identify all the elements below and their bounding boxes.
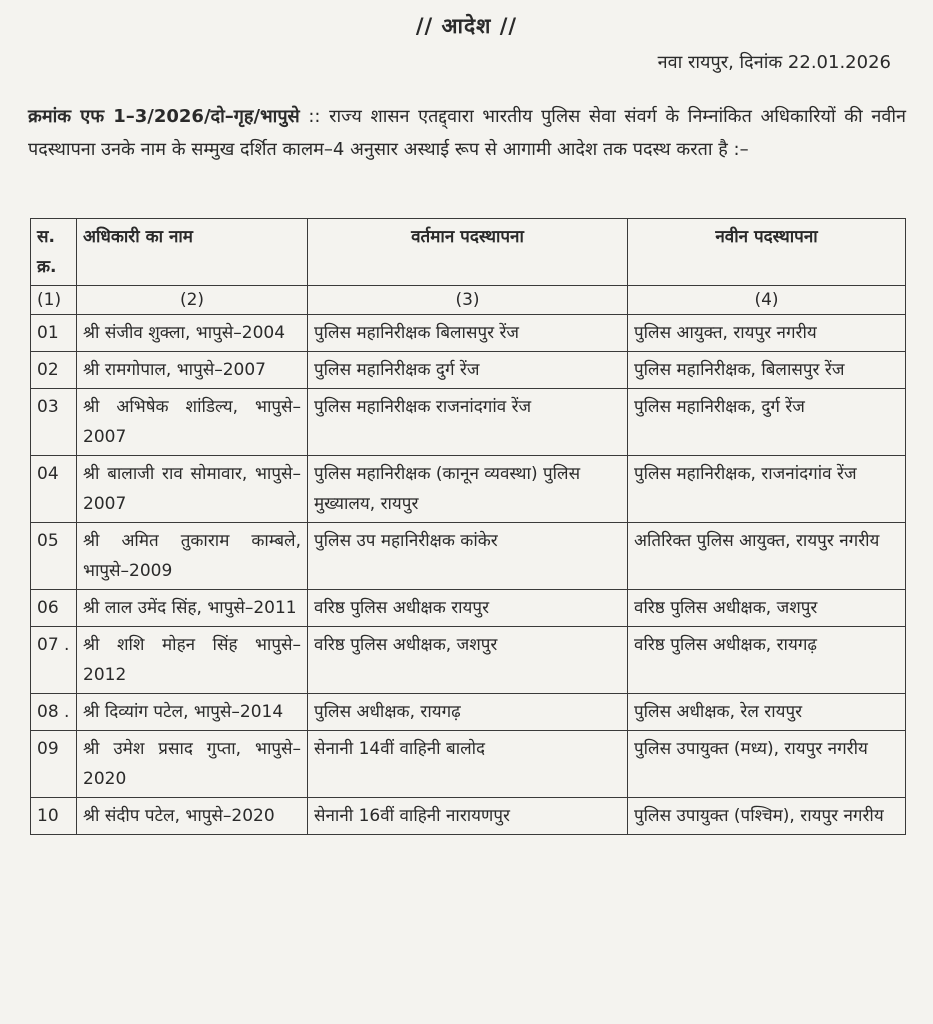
- header-new-posting: नवीन पदस्थापना: [628, 219, 906, 286]
- table-row: [31, 456, 906, 523]
- table-row: [31, 389, 906, 456]
- row-sno: 02: [31, 352, 77, 389]
- row-new-posting: पुलिस उपायुक्त (पश्चिम), रायपुर नगरीय: [628, 798, 906, 835]
- row-sno: 05: [31, 523, 77, 590]
- row-new-posting: पुलिस उपायुक्त (मध्य), रायपुर नगरीय: [628, 731, 906, 798]
- row-sno: 08 .: [31, 694, 77, 731]
- table-row: [31, 798, 906, 835]
- intro-text: :: राज्य शासन एतद्द्वारा भारतीय पुलिस सेवा संवर्ग के निम्नांकित अधिकारियों की नवीन पदस्थापना उनके नाम के सम्मुख दर्शित कालम–4 अनुसार अस्थाई रूप से आगामी आदेश तक पदस्थ करता है :–: [28, 106, 906, 160]
- row-sno: 07 .: [31, 627, 77, 694]
- row-new-posting: पुलिस महानिरीक्षक, दुर्ग रेंज: [628, 389, 906, 456]
- table-row: [31, 731, 906, 798]
- table-row: [31, 627, 906, 694]
- row-sno: 06: [31, 590, 77, 627]
- document-heading: // आदेश //: [415, 14, 518, 38]
- row-current-posting: पुलिस महानिरीक्षक दुर्ग रेंज: [308, 352, 628, 389]
- row-officer-name: श्री अभिषेक शांडिल्य, भापुसे–2007: [77, 389, 308, 456]
- column-number-row: [31, 286, 906, 315]
- row-current-posting: पुलिस महानिरीक्षक (कानून व्यवस्था) पुलिस मुख्यालय, रायपुर: [308, 456, 628, 523]
- table-row: [31, 315, 906, 352]
- row-current-posting: पुलिस महानिरीक्षक राजनांदगांव रेंज: [308, 389, 628, 456]
- row-officer-name: श्री लाल उमेंद सिंह, भापुसे–2011: [77, 590, 308, 627]
- row-sno: 10: [31, 798, 77, 835]
- column-number-1: (1): [31, 286, 77, 315]
- order-number: क्रमांक एफ 1–3/2026/दो–गृह/भापुसे: [28, 106, 300, 127]
- row-current-posting: पुलिस उप महानिरीक्षक कांकेर: [308, 523, 628, 590]
- row-current-posting: सेनानी 14वीं वाहिनी बालोद: [308, 731, 628, 798]
- row-officer-name: श्री रामगोपाल, भापुसे–2007: [77, 352, 308, 389]
- row-new-posting: पुलिस महानिरीक्षक, बिलासपुर रेंज: [628, 352, 906, 389]
- column-number-4: (4): [628, 286, 906, 315]
- place-and-date: नवा रायपुर, दिनांक 22.01.2026: [657, 52, 891, 73]
- postings-table: [30, 218, 906, 835]
- row-officer-name: श्री दिव्यांग पटेल, भापुसे–2014: [77, 694, 308, 731]
- row-sno: 04: [31, 456, 77, 523]
- row-new-posting: वरिष्ठ पुलिस अधीक्षक, रायगढ़: [628, 627, 906, 694]
- row-new-posting: पुलिस अधीक्षक, रेल रायपुर: [628, 694, 906, 731]
- row-officer-name: श्री शशि मोहन सिंह भापुसे– 2012: [77, 627, 308, 694]
- column-number-3: (3): [308, 286, 628, 315]
- table-row: [31, 352, 906, 389]
- intro-paragraph: [28, 100, 906, 166]
- header-sno: स. क्र.: [31, 219, 77, 286]
- row-sno: 01: [31, 315, 77, 352]
- row-new-posting: पुलिस महानिरीक्षक, राजनांदगांव रेंज: [628, 456, 906, 523]
- row-sno: 09: [31, 731, 77, 798]
- table-row: [31, 694, 906, 731]
- row-current-posting: पुलिस महानिरीक्षक बिलासपुर रेंज: [308, 315, 628, 352]
- row-current-posting: सेनानी 16वीं वाहिनी नारायणपुर: [308, 798, 628, 835]
- row-current-posting: वरिष्ठ पुलिस अधीक्षक रायपुर: [308, 590, 628, 627]
- row-new-posting: अतिरिक्त पुलिस आयुक्त, रायपुर नगरीय: [628, 523, 906, 590]
- row-sno: 03: [31, 389, 77, 456]
- row-officer-name: श्री संदीप पटेल, भापुसे–2020: [77, 798, 308, 835]
- table-row: [31, 523, 906, 590]
- row-current-posting: वरिष्ठ पुलिस अधीक्षक, जशपुर: [308, 627, 628, 694]
- row-officer-name: श्री संजीव शुक्ला, भापुसे–2004: [77, 315, 308, 352]
- header-current-posting: वर्तमान पदस्थापना: [308, 219, 628, 286]
- row-officer-name: श्री उमेश प्रसाद गुप्ता, भापुसे–2020: [77, 731, 308, 798]
- row-new-posting: वरिष्ठ पुलिस अधीक्षक, जशपुर: [628, 590, 906, 627]
- column-number-2: (2): [77, 286, 308, 315]
- row-new-posting: पुलिस आयुक्त, रायपुर नगरीय: [628, 315, 906, 352]
- row-current-posting: पुलिस अधीक्षक, रायगढ़: [308, 694, 628, 731]
- table-row: [31, 590, 906, 627]
- table-header-row: [31, 219, 906, 286]
- row-officer-name: श्री अमित तुकाराम काम्बले, भापुसे–2009: [77, 523, 308, 590]
- row-officer-name: श्री बालाजी राव सोमावार, भापुसे–2007: [77, 456, 308, 523]
- header-officer-name: अधिकारी का नाम: [77, 219, 308, 286]
